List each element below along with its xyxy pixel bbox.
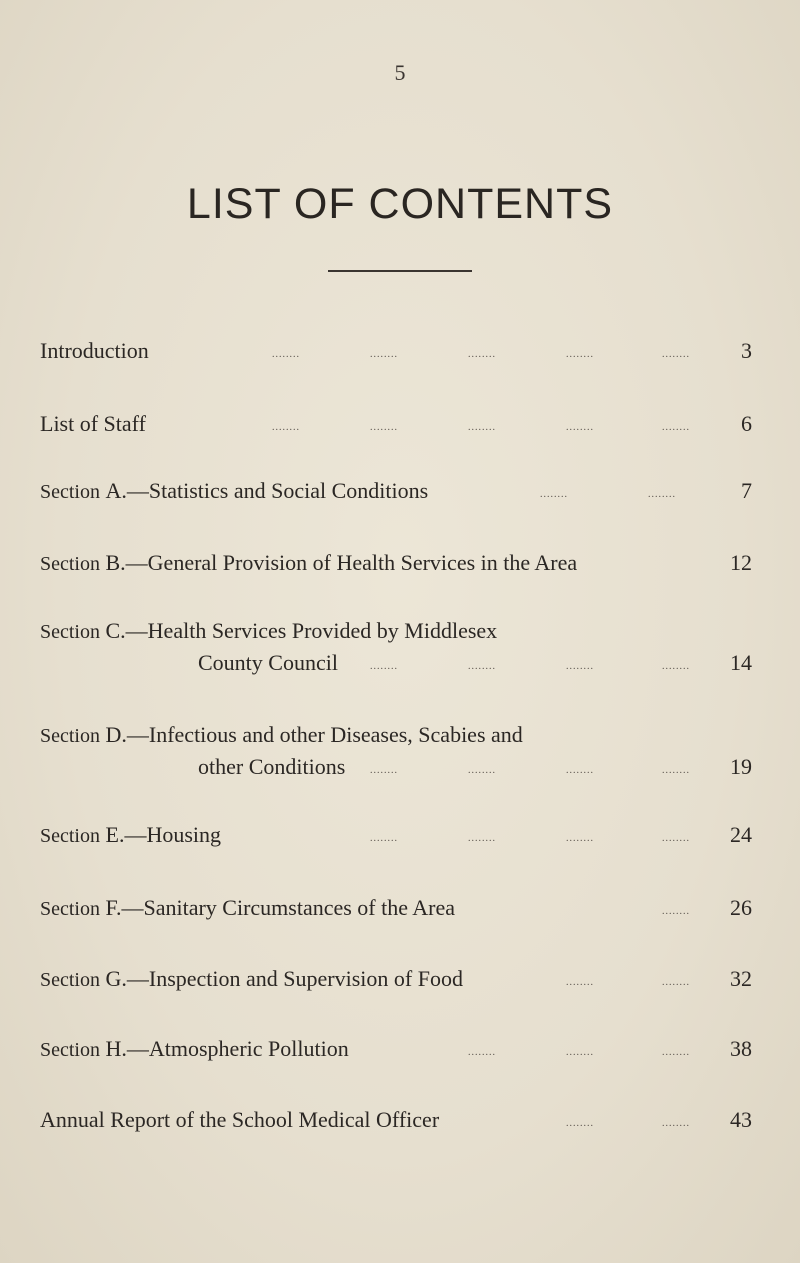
section-label: Section	[40, 725, 100, 747]
toc-entry-title: E.—Housing	[105, 822, 221, 847]
page-number: 5	[394, 60, 406, 85]
toc-entry-title: F.—Sanitary Circumstances of the Area	[105, 895, 456, 920]
leader-dots: ........	[272, 349, 300, 360]
leader-dots: ........	[468, 1047, 496, 1058]
leader-dots: ........	[370, 765, 398, 776]
toc-entry-title: Annual Report of the School Medical Officer	[40, 1107, 440, 1132]
toc-entry-section-d	[40, 722, 760, 784]
leader-dots: ........	[566, 1118, 594, 1129]
leader-dots: ........	[566, 977, 594, 988]
leader-dots: ........	[566, 349, 594, 360]
leader-dots: ........	[662, 349, 690, 360]
toc-page-number: 6	[741, 411, 752, 436]
toc-entry-section-f	[40, 895, 760, 925]
toc-entry-section-h	[40, 1036, 760, 1066]
toc-entry-section-b	[40, 550, 760, 580]
toc-page-number: 7	[741, 478, 752, 503]
toc-entry-section-a	[40, 478, 760, 508]
toc-page-number: 3	[741, 338, 752, 363]
section-label: Section	[40, 553, 100, 575]
leader-dots: ........	[272, 422, 300, 433]
section-label: Section	[40, 621, 100, 643]
toc-entry-title: B.—General Provision of Health Services in the Area	[105, 550, 578, 575]
toc-entry-title: C.—Health Services Provided by Middlesex	[105, 618, 498, 643]
section-label: Section	[40, 1039, 100, 1061]
toc-entry-title: List of Staff	[40, 411, 146, 436]
section-label: Section	[40, 969, 100, 991]
section-label: Section	[40, 898, 100, 920]
leader-dots: ........	[662, 833, 690, 844]
leader-dots: ........	[468, 422, 496, 433]
leader-dots: ........	[662, 1047, 690, 1058]
leader-dots: ........	[662, 906, 690, 917]
title-underline	[328, 270, 472, 272]
toc-entry-title: H.—Atmospheric Pollution	[105, 1036, 349, 1061]
leader-dots: ........	[662, 1118, 690, 1129]
section-label: Section	[40, 825, 100, 847]
leader-dots: ........	[566, 1047, 594, 1058]
toc-page-number: 43	[730, 1107, 752, 1132]
toc-page-number: 38	[730, 1036, 752, 1061]
toc-entry-title-continued: other Conditions	[198, 754, 346, 779]
toc-page-number: 24	[730, 822, 752, 847]
leader-dots: ........	[468, 765, 496, 776]
leader-dots: ........	[370, 422, 398, 433]
page-title: LIST OF CONTENTS	[186, 180, 614, 228]
toc-entry-title-continued: County Council	[198, 650, 338, 675]
toc-entry-title: Introduction	[40, 338, 149, 363]
toc-entry-section-c	[40, 618, 760, 680]
toc-entry-list-of-staff	[40, 411, 760, 441]
toc-entry-section-e	[40, 822, 760, 852]
toc-entry-annual-report	[40, 1107, 760, 1137]
toc-entry-section-g	[40, 966, 760, 996]
leader-dots: ........	[566, 422, 594, 433]
section-label: Section	[40, 481, 100, 503]
toc-page-number: 19	[730, 754, 752, 779]
leader-dots: ........	[662, 765, 690, 776]
leader-dots: ........	[468, 833, 496, 844]
leader-dots: ........	[370, 661, 398, 672]
toc-page-number: 32	[730, 966, 752, 991]
leader-dots: ........	[566, 833, 594, 844]
toc-page-number: 14	[730, 650, 752, 675]
toc-entry-title: G.—Inspection and Supervision of Food	[105, 966, 463, 991]
toc-entry-title: D.—Infectious and other Diseases, Scabies and	[105, 722, 523, 747]
leader-dots: ........	[468, 349, 496, 360]
leader-dots: ........	[662, 422, 690, 433]
leader-dots: ........	[540, 489, 568, 500]
leader-dots: ........	[648, 489, 676, 500]
leader-dots: ........	[468, 661, 496, 672]
leader-dots: ........	[662, 977, 690, 988]
toc-page-number: 26	[730, 895, 752, 920]
leader-dots: ........	[370, 833, 398, 844]
leader-dots: ........	[566, 765, 594, 776]
leader-dots: ........	[566, 661, 594, 672]
toc-entry-introduction	[40, 338, 760, 368]
toc-page-number: 12	[730, 550, 752, 575]
leader-dots: ........	[662, 661, 690, 672]
toc-entry-title: A.—Statistics and Social Conditions	[105, 478, 429, 503]
leader-dots: ........	[370, 349, 398, 360]
